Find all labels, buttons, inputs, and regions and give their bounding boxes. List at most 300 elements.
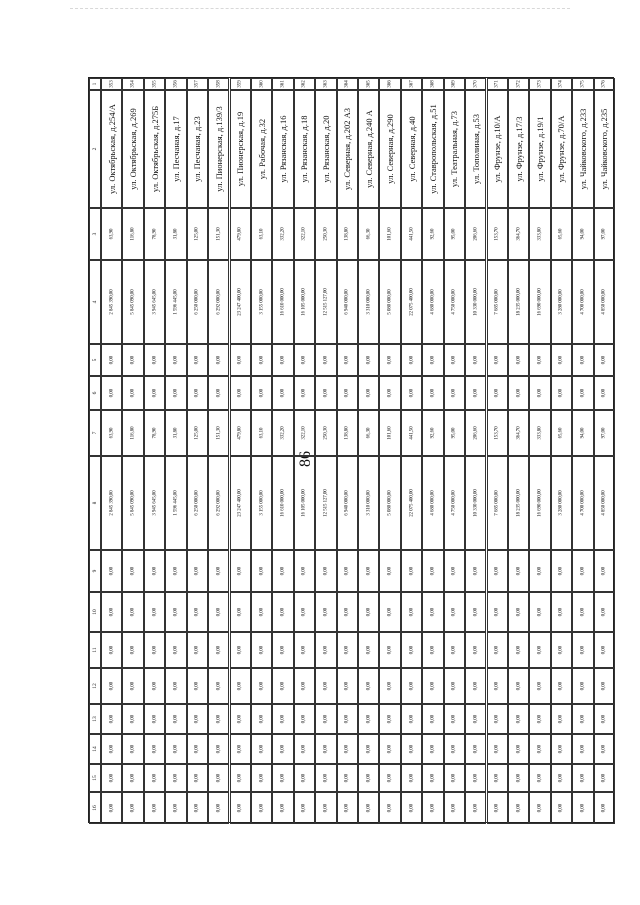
value-cell	[487, 704, 508, 734]
value-cell	[315, 764, 336, 792]
row-number-cell	[379, 78, 400, 90]
value-cell-text: 0,00	[494, 681, 500, 691]
value-cell-text: 0,00	[537, 773, 543, 783]
value-cell-text: 0,00	[494, 355, 500, 365]
header-cell-text: 13	[92, 716, 98, 722]
row-number-cell-text: 364	[344, 80, 350, 88]
value-cell-text: 2 845 390,00	[109, 289, 115, 315]
value-cell-text: 0,00	[494, 803, 500, 813]
value-cell-text: 0,00	[344, 388, 350, 398]
value-cell	[187, 764, 208, 792]
value-cell-text: 206,60	[473, 426, 479, 440]
value-cell	[594, 632, 615, 668]
value-cell	[251, 734, 272, 764]
value-cell-text: 0,00	[451, 607, 457, 617]
value-cell-text: 63,90	[109, 427, 115, 439]
value-cell-text: 0,00	[344, 803, 350, 813]
value-cell-text: 78,90	[152, 427, 158, 439]
value-cell	[251, 792, 272, 824]
value-cell	[594, 344, 615, 376]
header-cell-text: 1	[92, 82, 98, 86]
address-cell	[187, 90, 208, 208]
row-number-cell	[230, 78, 251, 90]
scan-top-rule	[70, 8, 570, 9]
value-cell-text: 0,00	[409, 388, 415, 398]
row-number-cell-text: 359	[237, 80, 243, 88]
address-cell	[165, 90, 186, 208]
header-cell	[89, 704, 101, 734]
value-cell	[465, 410, 486, 456]
value-cell-text: 3 280 000,00	[558, 490, 564, 516]
value-cell-text: 0,00	[109, 355, 115, 365]
row-number-cell-text: 373	[537, 80, 543, 88]
value-cell	[208, 344, 229, 376]
value-cell	[144, 410, 165, 456]
value-cell-text: 0,00	[430, 714, 436, 724]
value-cell-text: 0,00	[516, 355, 522, 365]
value-cell-text: 0,00	[259, 714, 265, 724]
value-cell-text: 0,00	[516, 773, 522, 783]
value-cell-text: 0,00	[430, 645, 436, 655]
value-cell	[572, 376, 593, 410]
value-cell-text: 332,20	[280, 227, 286, 241]
value-cell-text: 0,00	[152, 681, 158, 691]
value-cell-text: 0,00	[580, 714, 586, 724]
value-cell	[122, 734, 143, 764]
value-cell	[379, 456, 400, 550]
value-cell	[208, 734, 229, 764]
value-cell-text: 0,00	[130, 388, 136, 398]
value-cell-text: 0,00	[301, 388, 307, 398]
row-number-cell	[444, 78, 465, 90]
value-cell-text: 0,00	[344, 681, 350, 691]
value-cell	[551, 344, 572, 376]
value-cell-text: 6 940 000,00	[344, 289, 350, 315]
value-cell-text: 0,00	[152, 388, 158, 398]
value-cell	[272, 456, 293, 550]
value-cell	[187, 344, 208, 376]
value-cell	[144, 208, 165, 260]
value-cell-text: 4 680 000,00	[430, 490, 436, 516]
value-cell-text: 0,00	[259, 566, 265, 576]
value-cell-text: 0,00	[451, 744, 457, 754]
header-cell	[89, 550, 101, 592]
value-cell-text: 479,80	[237, 426, 243, 440]
value-cell	[272, 764, 293, 792]
address-cell-text: ул. Песчаная, д.23	[192, 116, 203, 182]
value-cell-text: 63,90	[109, 228, 115, 240]
header-cell	[89, 90, 101, 208]
value-cell	[508, 668, 529, 704]
value-cell-text: 0,00	[237, 645, 243, 655]
value-cell	[230, 456, 251, 550]
value-cell-text: 0,00	[580, 645, 586, 655]
value-cell-text: 0,00	[237, 714, 243, 724]
value-cell	[551, 456, 572, 550]
value-cell-text: 0,00	[494, 773, 500, 783]
value-cell-text: 0,00	[173, 681, 179, 691]
address-cell-text: ул. Рабочая, д.32	[256, 118, 267, 180]
value-cell	[272, 632, 293, 668]
value-cell-text: 0,00	[537, 388, 543, 398]
value-cell-text: 0,00	[130, 744, 136, 754]
value-cell	[315, 668, 336, 704]
value-cell	[165, 344, 186, 376]
address-cell	[251, 90, 272, 208]
header-cell-text: 14	[92, 746, 98, 752]
value-cell	[230, 704, 251, 734]
value-cell	[272, 376, 293, 410]
value-cell-text: 0,00	[601, 803, 607, 813]
value-cell-text: 333,80	[537, 426, 543, 440]
value-cell	[122, 344, 143, 376]
value-cell-text: 250,30	[323, 227, 329, 241]
value-cell-text: 0,00	[580, 773, 586, 783]
value-cell	[422, 792, 443, 824]
value-cell-text: 441,50	[409, 227, 415, 241]
value-cell	[422, 668, 443, 704]
value-cell	[294, 550, 315, 592]
value-cell	[294, 764, 315, 792]
value-cell-text: 0,00	[323, 773, 329, 783]
value-cell-text: 0,00	[558, 566, 564, 576]
address-cell-text: ул. Ставропольская, д.51	[427, 104, 438, 194]
value-cell	[551, 410, 572, 456]
value-cell-text: 0,00	[516, 803, 522, 813]
value-cell	[444, 208, 465, 260]
value-cell	[444, 792, 465, 824]
value-cell	[401, 592, 422, 632]
value-cell-text: 16 105 000,00	[301, 489, 307, 517]
value-cell-text: 0,00	[430, 355, 436, 365]
value-cell	[358, 734, 379, 764]
value-cell-text: 0,00	[344, 744, 350, 754]
value-cell	[208, 764, 229, 792]
value-cell-text: 0,00	[109, 388, 115, 398]
value-cell	[465, 764, 486, 792]
value-cell	[101, 668, 122, 704]
value-cell-text: 364,70	[516, 426, 522, 440]
value-cell-text: 0,00	[259, 388, 265, 398]
value-cell	[529, 260, 550, 344]
value-cell	[337, 260, 358, 344]
address-cell-text: ул. Северная, д.290	[385, 114, 396, 184]
value-cell-text: 0,00	[152, 744, 158, 754]
value-cell-text: 0,00	[130, 566, 136, 576]
value-cell-text: 4 850 000,00	[601, 289, 607, 315]
value-cell	[487, 456, 508, 550]
header-cell-text: 10	[92, 609, 98, 615]
value-cell	[551, 734, 572, 764]
header-cell-text: 3	[92, 232, 98, 236]
value-cell	[230, 734, 251, 764]
value-cell	[208, 550, 229, 592]
value-cell	[422, 376, 443, 410]
row-number-cell	[208, 78, 229, 90]
value-cell	[487, 410, 508, 456]
value-cell	[572, 792, 593, 824]
value-cell	[315, 734, 336, 764]
value-cell	[422, 208, 443, 260]
value-cell-text: 0,00	[301, 803, 307, 813]
value-cell	[572, 734, 593, 764]
row-number-cell	[508, 78, 529, 90]
value-cell-text: 0,00	[473, 773, 479, 783]
value-cell	[122, 550, 143, 592]
value-cell	[358, 344, 379, 376]
header-cell-text: 2	[92, 147, 98, 151]
value-cell-text: 0,00	[473, 645, 479, 655]
row-number-cell	[422, 78, 443, 90]
value-cell	[358, 704, 379, 734]
value-cell	[122, 668, 143, 704]
value-cell	[294, 668, 315, 704]
address-cell-text: ул. Песчаная, д.17	[170, 116, 181, 182]
value-cell	[358, 592, 379, 632]
value-cell-text: 0,00	[237, 773, 243, 783]
value-cell-text: 0,00	[537, 681, 543, 691]
value-cell	[337, 668, 358, 704]
value-cell-text: 0,00	[473, 803, 479, 813]
value-cell-text: 0,00	[601, 645, 607, 655]
value-cell-text: 23 247 400,00	[237, 288, 243, 316]
value-cell-text: 0,00	[259, 607, 265, 617]
row-number-cell-text: 356	[173, 80, 179, 88]
value-cell	[379, 376, 400, 410]
value-cell-text: 18 235 000,00	[516, 288, 522, 316]
value-cell-text: 0,00	[537, 355, 543, 365]
value-cell-text: 0,00	[344, 645, 350, 655]
header-cell-text: 6	[92, 391, 98, 395]
value-cell	[358, 260, 379, 344]
row-number-cell	[294, 78, 315, 90]
value-cell-text: 0,00	[323, 355, 329, 365]
value-cell	[444, 592, 465, 632]
value-cell-text: 0,00	[109, 773, 115, 783]
value-cell	[101, 410, 122, 456]
value-cell-text: 0,00	[473, 566, 479, 576]
value-cell-text: 0,00	[280, 645, 286, 655]
address-cell	[379, 90, 400, 208]
value-cell-text: 0,00	[366, 607, 372, 617]
value-cell	[208, 456, 229, 550]
value-cell-text: 0,00	[430, 773, 436, 783]
row-number-cell	[122, 78, 143, 90]
value-cell-text: 116,80	[130, 426, 136, 440]
header-cell	[89, 734, 101, 764]
value-cell	[315, 456, 336, 550]
value-cell-text: 0,00	[558, 388, 564, 398]
value-cell	[379, 208, 400, 260]
address-cell	[358, 90, 379, 208]
row-number-cell-text: 354	[130, 80, 136, 88]
value-cell	[187, 792, 208, 824]
value-cell	[315, 592, 336, 632]
value-cell	[187, 260, 208, 344]
value-cell-text: 94,00	[580, 228, 586, 240]
header-cell	[89, 792, 101, 824]
address-cell	[572, 90, 593, 208]
row-number-cell	[572, 78, 593, 90]
value-cell	[187, 208, 208, 260]
value-cell	[551, 632, 572, 668]
value-cell	[465, 208, 486, 260]
value-cell	[165, 376, 186, 410]
value-cell	[508, 376, 529, 410]
value-cell-text: 0,00	[173, 355, 179, 365]
value-cell-text: 0,00	[601, 773, 607, 783]
value-cell	[508, 632, 529, 668]
address-cell	[594, 90, 615, 208]
value-cell	[401, 704, 422, 734]
value-cell	[379, 632, 400, 668]
value-cell	[551, 764, 572, 792]
value-cell	[401, 764, 422, 792]
value-cell	[465, 734, 486, 764]
value-cell-text: 0,00	[152, 355, 158, 365]
value-cell-text: 0,00	[387, 773, 393, 783]
value-cell-text: 0,00	[173, 803, 179, 813]
value-cell	[529, 792, 550, 824]
value-cell-text: 0,00	[516, 566, 522, 576]
value-cell	[337, 792, 358, 824]
value-cell	[508, 792, 529, 824]
value-cell-text: 0,00	[173, 773, 179, 783]
address-cell-text: ул. Рязанская, д.18	[299, 115, 310, 183]
value-cell-text: 5 845 090,00	[130, 490, 136, 516]
row-number-cell-text: 376	[601, 80, 607, 88]
value-cell-text: 0,00	[152, 803, 158, 813]
value-cell	[379, 792, 400, 824]
value-cell-text: 0,00	[601, 355, 607, 365]
value-cell-text: 0,00	[451, 773, 457, 783]
value-cell	[294, 376, 315, 410]
value-cell-text: 0,00	[580, 607, 586, 617]
value-cell-text: 4 680 000,00	[430, 289, 436, 315]
row-number-cell	[487, 78, 508, 90]
value-cell	[230, 764, 251, 792]
value-cell	[294, 704, 315, 734]
row-number-cell-text: 375	[580, 80, 586, 88]
value-cell-text: 0,00	[344, 773, 350, 783]
data-table	[88, 77, 614, 823]
value-cell-text: 0,00	[280, 681, 286, 691]
value-cell	[187, 734, 208, 764]
value-cell	[508, 208, 529, 260]
value-cell	[379, 344, 400, 376]
value-cell-text: 95,00	[451, 228, 457, 240]
value-cell-text: 0,00	[430, 744, 436, 754]
address-cell	[144, 90, 165, 208]
value-cell	[315, 208, 336, 260]
header-cell	[89, 376, 101, 410]
address-cell	[294, 90, 315, 208]
value-cell	[379, 734, 400, 764]
value-cell-text: 0,00	[558, 744, 564, 754]
value-cell	[551, 376, 572, 410]
row-number-cell	[272, 78, 293, 90]
value-cell-text: 0,00	[409, 681, 415, 691]
value-cell-text: 0,00	[473, 714, 479, 724]
page-number: 86	[297, 451, 314, 467]
value-cell	[165, 208, 186, 260]
address-cell-text: ул. Пионерская, д.139/3	[213, 106, 224, 192]
value-cell	[401, 550, 422, 592]
value-cell	[315, 376, 336, 410]
value-cell	[251, 632, 272, 668]
value-cell-text: 63,10	[259, 228, 265, 240]
value-cell-text: 0,00	[601, 607, 607, 617]
value-cell-text: 0,00	[280, 566, 286, 576]
address-cell-text: ул. Октябрьская, д.275Б	[149, 105, 160, 193]
value-cell	[230, 632, 251, 668]
address-cell	[444, 90, 465, 208]
value-cell-text: 0,00	[216, 803, 222, 813]
value-cell	[101, 792, 122, 824]
row-number-cell-text: 362	[301, 80, 307, 88]
address-cell	[465, 90, 486, 208]
value-cell-text: 0,00	[537, 645, 543, 655]
value-cell	[122, 792, 143, 824]
value-cell	[572, 668, 593, 704]
value-cell-text: 22 075 400,00	[409, 489, 415, 517]
value-cell-text: 138,80	[344, 426, 350, 440]
value-cell-text: 0,00	[216, 607, 222, 617]
value-cell	[165, 456, 186, 550]
value-cell-text: 0,00	[537, 714, 543, 724]
value-cell	[337, 734, 358, 764]
value-cell	[572, 260, 593, 344]
value-cell-text: 0,00	[173, 388, 179, 398]
value-cell-text: 0,00	[194, 803, 200, 813]
value-cell	[444, 632, 465, 668]
value-cell	[487, 734, 508, 764]
value-cell	[337, 344, 358, 376]
value-cell-text: 0,00	[109, 566, 115, 576]
value-cell-text: 66,30	[366, 427, 372, 439]
value-cell	[294, 792, 315, 824]
value-cell	[165, 632, 186, 668]
header-cell-text: 12	[92, 683, 98, 689]
value-cell	[208, 410, 229, 456]
value-cell	[508, 260, 529, 344]
value-cell-text: 18 235 000,00	[516, 489, 522, 517]
value-cell	[272, 344, 293, 376]
header-cell	[89, 764, 101, 792]
value-cell-text: 0,00	[344, 355, 350, 365]
value-cell	[444, 410, 465, 456]
value-cell-text: 97,00	[601, 427, 607, 439]
value-cell	[465, 704, 486, 734]
value-cell	[208, 704, 229, 734]
value-cell-text: 0,00	[601, 388, 607, 398]
value-cell-text: 0,00	[130, 803, 136, 813]
value-cell	[358, 456, 379, 550]
value-cell-text: 16 690 000,00	[537, 489, 543, 517]
value-cell	[251, 456, 272, 550]
value-cell	[508, 550, 529, 592]
value-cell-text: 66,30	[366, 228, 372, 240]
value-cell-text: 0,00	[237, 388, 243, 398]
value-cell	[487, 668, 508, 704]
value-cell	[337, 376, 358, 410]
value-cell-text: 0,00	[344, 566, 350, 576]
value-cell	[337, 704, 358, 734]
address-cell-text: ул. Чайковского, д.233	[577, 108, 588, 190]
value-cell-text: 0,00	[451, 803, 457, 813]
value-cell	[251, 668, 272, 704]
address-cell-text: ул. Фрунзе, д.70/А	[556, 115, 567, 183]
